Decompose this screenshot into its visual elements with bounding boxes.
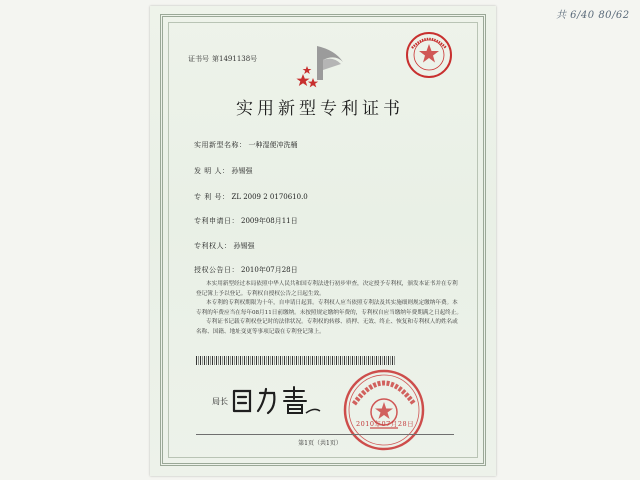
field-inventor (194, 166, 252, 176)
field-grant-date (194, 265, 298, 275)
barcode-icon (196, 356, 396, 365)
patent-holder-value: 孙锡强 (233, 242, 255, 250)
application-date-value: 2009年08月11日 (241, 217, 298, 225)
patent-office-emblem-icon (293, 40, 357, 92)
body-paragraph-3: 专利证书记载专利权登记时的法律状况。专利权的转移、质押、无效、终止、恢复和专利权人的姓名或名称、国籍、地址变更等事项记载在专利登记簿上。 (196, 319, 458, 335)
patent-number-value: ZL 2009 2 0170610.0 (231, 193, 308, 201)
certificate-title: 实用新型专利证书 (236, 99, 404, 119)
director-signature-icon (228, 383, 324, 417)
utility-model-name-label: 实用新型名称： (194, 141, 247, 149)
patent-number-label: 专 利 号： (194, 193, 230, 201)
handwritten-note: 共 6/40 80/62 (556, 10, 630, 21)
application-date-label: 专利申请日： (194, 217, 239, 225)
grant-date-value: 2010年07月28日 (241, 266, 298, 274)
red-approval-stamp-icon (404, 30, 454, 80)
certificate-number-value: 第1491138号 (212, 55, 258, 63)
certificate-number (188, 54, 257, 64)
certificate-number-label: 证书号 (188, 55, 209, 63)
patent-holder-label: 专利权人： (194, 242, 232, 250)
inventor-value: 孙锡强 (231, 167, 253, 175)
body-paragraph-2: 本专利的专利权期限为十年，自申请日起算。专利权人应当依照专利法及其实施细则规定缴纳年费。本专利的年费应当在每年08月11日前缴纳。未按照规定缴纳年费的，专利权自应当缴纳年费期满之日起终止。 (196, 300, 462, 316)
inventor-label: 发 明 人： (194, 167, 230, 175)
footer-divider (196, 434, 454, 435)
field-patent-holder (194, 241, 255, 251)
field-utility-model-name (194, 140, 298, 150)
body-paragraph-1: 本实用新型经过本局依照中华人民共和国专利法进行初步审查，决定授予专利权，颁发本证书并在专利登记簿上予以登记。专利权自授权公告之日起生效。 (196, 281, 458, 297)
field-patent-number (194, 192, 308, 202)
director-label: 局长 (212, 397, 228, 406)
seal-date: 2010年07月28日 (356, 420, 415, 428)
field-application-date (194, 216, 298, 226)
page-number: 第1页（共1页） (298, 440, 342, 447)
utility-model-name-value: 一种湿便冲洗桶 (248, 141, 298, 149)
grant-date-label: 授权公告日： (194, 266, 239, 274)
certificate-body-text (196, 280, 462, 338)
